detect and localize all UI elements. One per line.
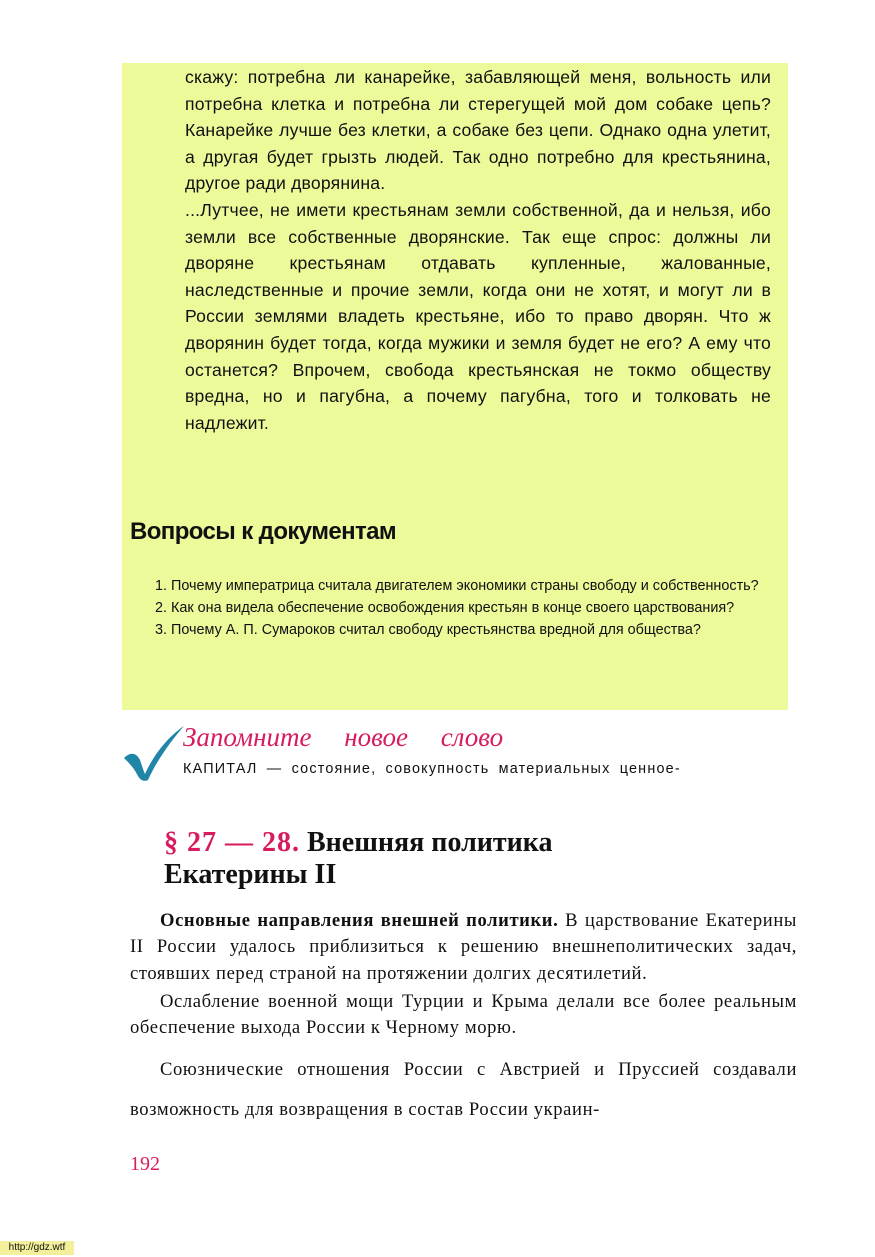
body-text <box>130 908 797 1130</box>
body-paragraph-1-rest: В царствование Екатерины II России удалось приблизиться к решению внешнеполитических задач, стоявших перед страной на протяжении долгих десятилетий. <box>130 910 797 984</box>
check-mark-icon <box>118 722 188 782</box>
section-title-line2: Екатерины II <box>164 859 337 890</box>
section-title <box>164 827 553 891</box>
section-number: § 27 — 28. <box>164 827 300 858</box>
remember-title: Запомните новое слово <box>183 722 504 752</box>
questions-heading: Вопросы к документам <box>130 518 397 545</box>
body-paragraph-2: Ослабление военной мощи Турции и Крыма делали все более реальным обеспечение выхода России к Черному морю. <box>130 990 797 1039</box>
watermark: http://gdz.wtf <box>0 1241 74 1255</box>
question-item-3: 3. Почему А. П. Сумароков считал свободу крестьянства вредной для общества? <box>155 622 701 639</box>
body-paragraph-1 <box>130 908 797 987</box>
document-paragraph-2: ...Лутчее, не имети крестьянам земли собственной, да и нельзя, ибо земли все собственные дворянские. Так еще спрос: должны ли дворяне крестьянам отдавать купленные, жалованные, наследственные и прочие земли, когда они не хотят, и могут ли в России землями владеть крестьяне, ибо то право дворян. Что ж дворянин будет тогда, когда мужики и земля будет не его? А ему что останется? Впрочем, свобода крестьянская не токмо обществу вредна, но и пагубна, а почему пагубна, того и толковать не надлежит. <box>185 199 771 433</box>
body-paragraph-3: Союзнические отношения России с Австрией и Пруссией создавали возможность для возвращения в состав России украин- <box>130 1059 797 1121</box>
body-lead-bold: Основные направления внешней политики. <box>160 910 559 931</box>
question-item-1: 1. Почему императрица считала двигателем экономики страны свободу и собственность? <box>155 578 759 594</box>
question-item-2: 2. Как она видела обеспечение освобождения крестьян в конце своего царствования? <box>155 600 735 617</box>
section-title-line1: Внешняя политика <box>307 827 553 858</box>
document-excerpt <box>185 64 771 436</box>
questions-list <box>155 575 771 642</box>
remember-definition: КАПИТАЛ — состояние, совокупность материальных ценное- <box>183 761 681 777</box>
document-paragraph-1: скажу: потребна ли канарейке, забавляющей меня, вольность или потребна клетка и потребна ли стерегущей мой дом собаке цепь? Канарейке лучше без клетки, а собаке без цепи. Однако одна улетит, а другая будет грызть людей. Так одно потребно для крестьянина, другое ради дворянина. <box>185 67 771 194</box>
page-number: 192 <box>130 1153 160 1175</box>
